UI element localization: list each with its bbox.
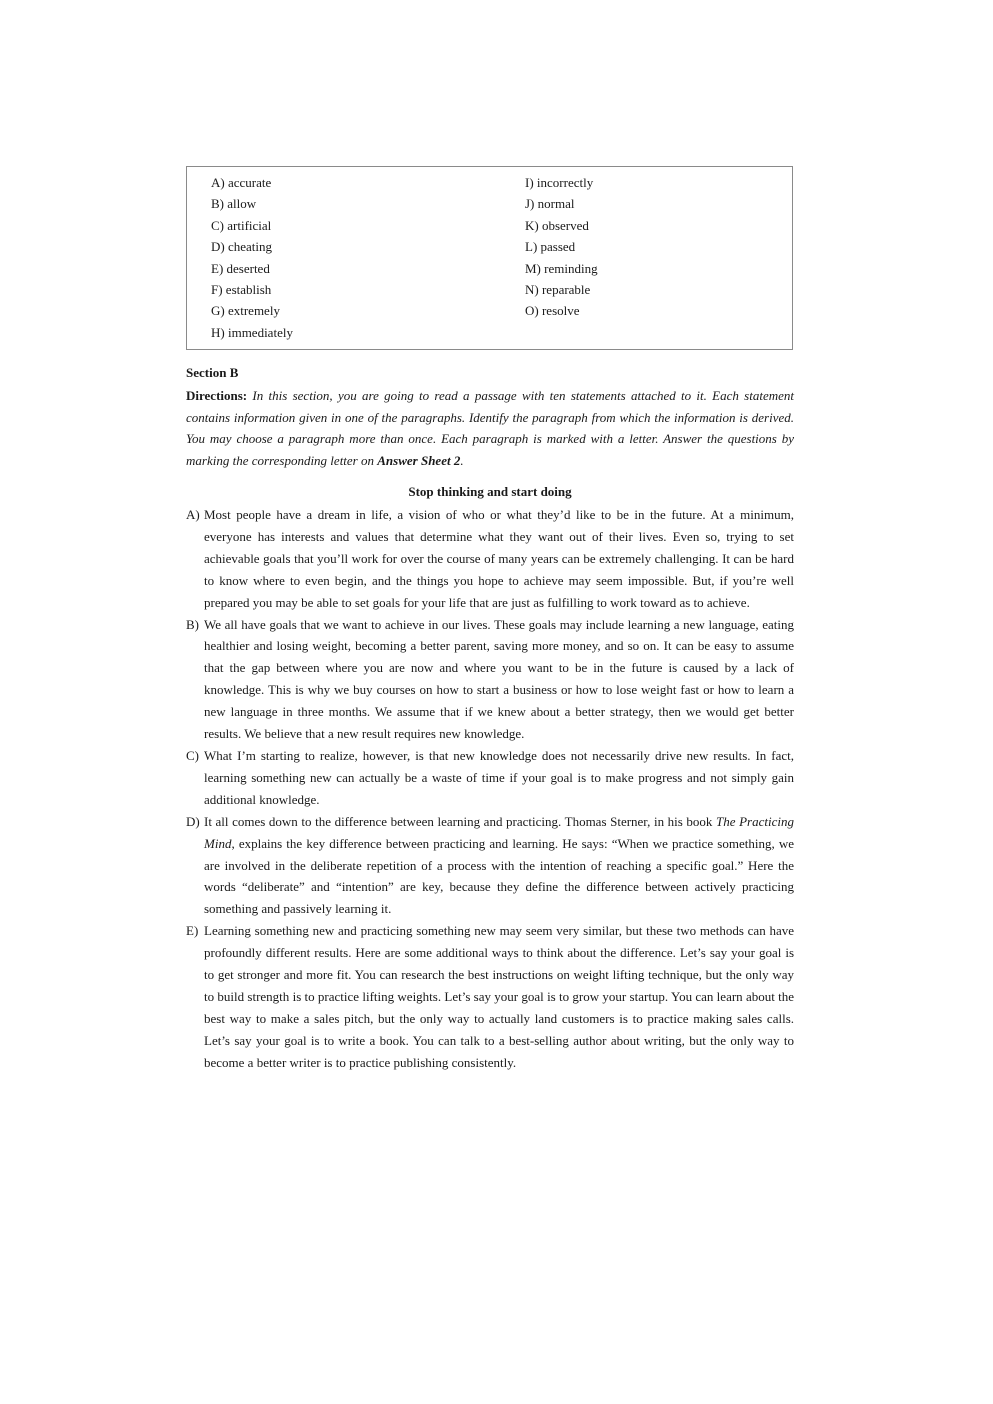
word-option: H) immediately	[211, 324, 293, 340]
word-option: A) accurate	[211, 175, 272, 190]
section-title: Section B	[186, 365, 239, 380]
word-option: E) deserted	[211, 260, 270, 276]
word-option: C) artificial	[211, 217, 272, 233]
paragraph-letter: A)	[186, 507, 200, 522]
paragraph-letter: E)	[186, 923, 199, 939]
word-option: N) reparable	[525, 281, 591, 297]
paragraph-text-before: It all comes down to the difference between learning and practicing. Thomas Sterner, in his book	[204, 813, 713, 829]
word-option: B) allow	[211, 196, 257, 212]
word-option: O) resolve	[525, 303, 580, 319]
paragraph-letter: D)	[186, 813, 200, 829]
book-title: The Practicing Mind	[204, 813, 794, 851]
paragraph-a	[186, 504, 794, 614]
paragraph-d	[186, 811, 794, 921]
word-bank-box	[186, 166, 793, 350]
word-option: F) establish	[211, 281, 272, 297]
paragraph-text: Learning something new and practicing something new may seem very similar, but these two methods can have profoundly different results. Here are some additional ways to think about the difference. Let’s say your goal is to get stronger and more fit. You can research the best instructions on weight lifting technique, but the only way to build strength is to practice lifting weights. Let’s say your goal is to grow your startup. You can learn about the best way to make a sales pitch, but the only way to actually land customers is to practice making sales calls. Let’s say your goal is to write a book. You can talk to a best-selling author about writing, but the only way to become a better writer is to practice publishing consistently.	[204, 923, 794, 1070]
paragraph-b	[186, 614, 794, 745]
paragraph-text: Most people have a dream in life, a vision of who or what they’d like to be in the future. At a minimum, everyone has interests and values that determine what they want out of their lives. Even so, trying to set achievable goals that you’ll work for over the course of many years can be extremely challenging. It can be hard to know where to even begin, and the things you hope to achieve may seem impossible. But, if you’re well prepared you may be able to set goals for your life that are just as fulfilling to work toward as to achieve.	[204, 507, 794, 610]
directions	[186, 385, 794, 471]
paragraph-text	[204, 811, 794, 921]
paragraph-letter: C)	[186, 747, 199, 763]
word-bank-left-column	[211, 172, 293, 343]
paragraph-text-after: , explains the key difference between practicing and learning. He says: “When we practice something, we are involved in the deliberate repetition of a process with the intention of reaching a specific goal.” Here the words “deliberate” and “intention” are key, because they define the difference between actively practicing something and passively learning it.	[204, 835, 794, 917]
word-option: J) normal	[525, 196, 575, 212]
passage-title: Stop thinking and start doing	[408, 484, 572, 499]
word-bank-right-column	[525, 172, 598, 322]
word-option: D) cheating	[211, 239, 273, 255]
passage-paragraphs	[186, 504, 794, 1074]
word-option: I) incorrectly	[525, 175, 594, 190]
paragraph-e	[186, 920, 794, 1073]
word-option: G) extremely	[211, 303, 280, 319]
directions-end: .	[460, 452, 464, 468]
directions-label: Directions:	[186, 388, 248, 403]
word-option: K) observed	[525, 217, 589, 233]
word-option: L) passed	[525, 239, 576, 255]
word-option: M) reminding	[525, 260, 598, 276]
paragraph-letter: B)	[186, 616, 199, 632]
paragraph-c	[186, 745, 794, 811]
answer-sheet-reference: Answer Sheet 2	[377, 452, 461, 468]
directions-text: In this section, you are going to read a passage with ten statements attached to it. Each statement contains information given in one of the paragraphs. Identify the paragraph from which the information is derived. You may choose a paragraph more than once. Each paragraph is marked with a letter. Answer the questions by marking the corresponding letter on	[186, 388, 794, 468]
paragraph-text: What I’m starting to realize, however, is that new knowledge does not necessarily drive new results. In fact, learning something new can actually be a waste of time if your goal is to make progress and not simply gain additional knowledge.	[204, 747, 794, 807]
paragraph-text: We all have goals that we want to achieve in our lives. These goals may include learning a new language, eating healthier and losing weight, becoming a better parent, saving more money, and so on. It can be easy to assume that the gap between where you are now and where you want to be in the future is caused by a lack of knowledge. This is why we buy courses on how to start a business or how to lose weight fast or how to learn a new language in three months. We assume that if we knew about a better strategy, then we would get better results. We believe that a new result requires new knowledge.	[204, 616, 794, 742]
